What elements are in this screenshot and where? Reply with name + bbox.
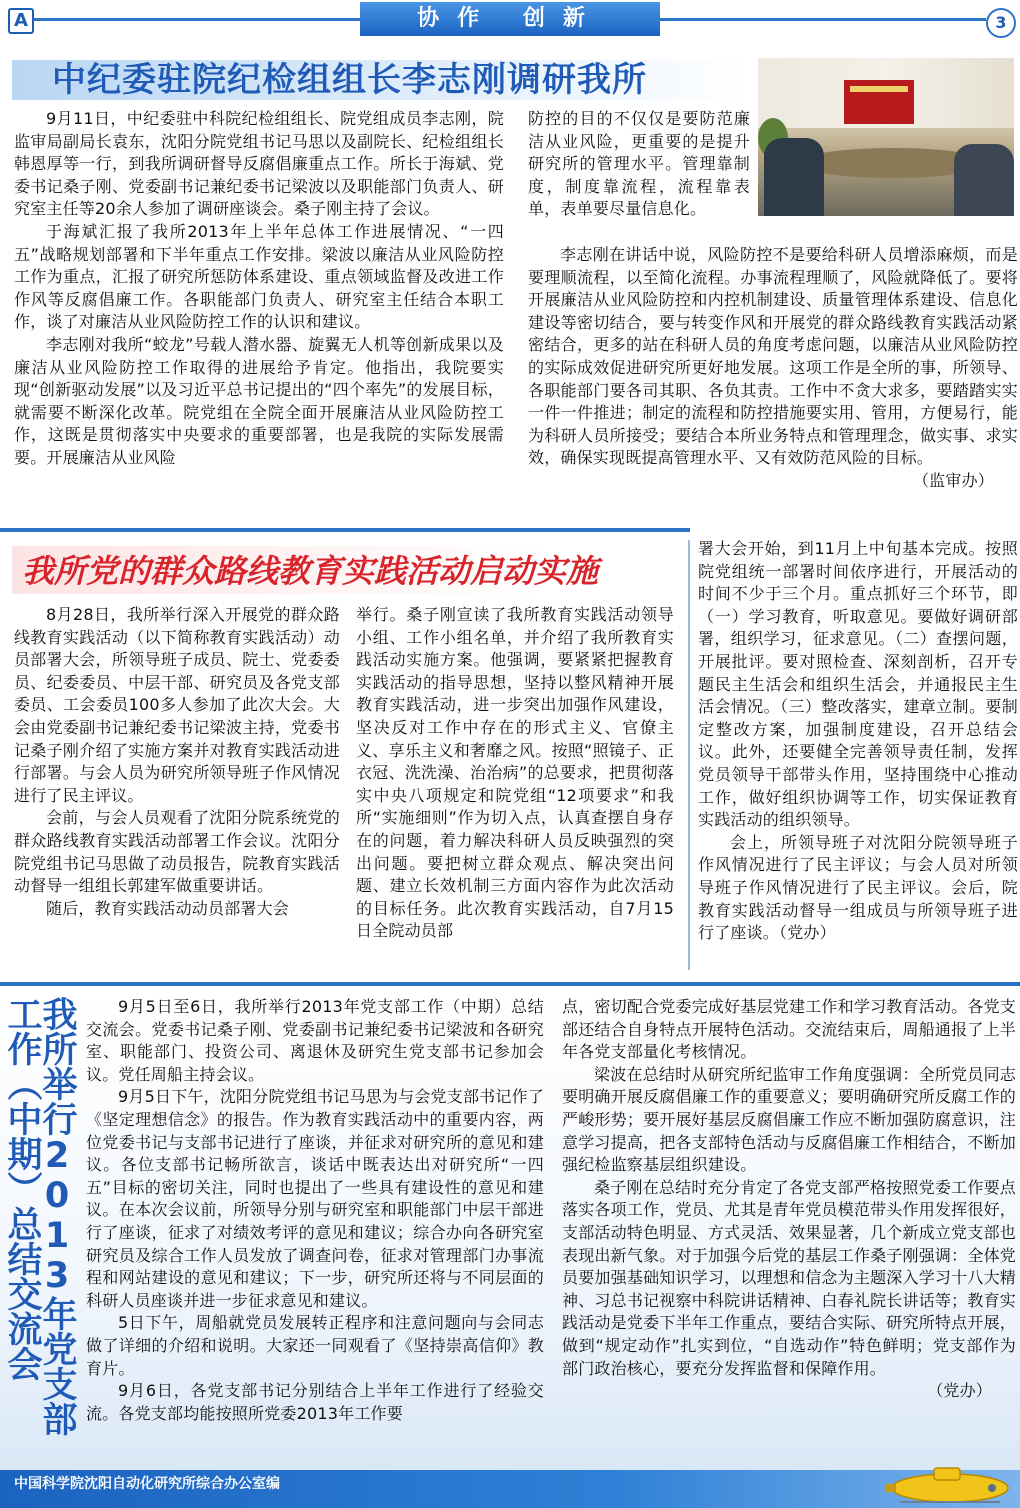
column-separator <box>688 540 690 970</box>
meeting-photo <box>758 58 1014 216</box>
article1-signature: （监审办） <box>912 470 994 490</box>
newsletter-logo: A <box>8 8 34 34</box>
article2-column-1 <box>14 604 340 974</box>
page-number: 3 <box>986 8 1016 38</box>
article2-paragraph: 会前，与会人员观看了沈阳分院系统党的群众路线教育实践活动部署工作会议。沈阳分院党组书记马思做了动员报告，院教育实践活动督导一组组长郭建军做重要讲话。 <box>14 808 340 896</box>
article1-headline: 中纪委驻院纪检组组长李志刚调研我所 <box>52 60 647 100</box>
article3-signature: （党办） <box>927 1381 992 1401</box>
section-divider <box>0 528 690 532</box>
article3-paragraph: 5日下午，周船就党员发展转正程序和注意问题向与会同志做了详细的介绍和说明。大家还一同观看了《坚持崇高信仰》教育片。 <box>86 1313 544 1378</box>
article2-headline: 我所党的群众路线教育实践活动启动实施 <box>22 552 599 590</box>
article3-paragraph: 点，密切配合党委完成好基层党建工作和学习教育活动。各党支部还结合自身特点开展特色活动。交流结束后，周船通报了上半年各党支部量化考核情况。 <box>562 997 1016 1062</box>
article2-paragraph: 署大会开始，到11月上中旬基本完成。按照院党组统一部署时间依序进行，开展活动的时间不少于三个月。重点抓好三个环节，即（一）学习教育，听取意见。要做好调研部署，组织学习，征求意见。（二）查摆问题，开展批评。要对照检查、深刻剖析，召开专题民主生活会和组织生活会，并通报民主生活会情况。（三）整改落实，建章立制。要制定整改方案，加强制度建设，召开总结会议。此外，还要健全完善领导责任制，发挥党员领导干部带头作用，坚持围绕中心推动工作，做好组织协调等工作，切实保证教育实践活动的组织领导。 <box>698 539 1018 830</box>
article3-paragraph: 9月6日，各党支部书记分别结合上半年工作进行了经验交流。各党支部均能按照所党委2013年工作要 <box>86 1381 544 1423</box>
article3-paragraph: 9月5日下午，沈阳分院党组书记马思为与会党支部书记作了《坚定理想信念》的报告。作为教育实践活动中的重要内容，两位党委书记与支部书记进行了座谈，并征求对研究所的意见和建议。各位支部书记畅所欲言，谈话中既表达出对研究所“一四五”目标的密切关注，同时也提出了一些具有建设性的意见和建议。在本次会议前，所领导分别与研究室和职能部门中层干部进行了座谈，征求了对绩效考评的意见和建议；综合办向各研究室研究员及综合工作人员发放了调查问卷，征求对管理部门办事流程和网站建设的意见和建议；下一步，研究所还将与不同层面的科研人员座谈并进一步征求意见和建议。 <box>86 1087 544 1310</box>
article1-paragraph: 防控的目的不仅仅是要防范廉洁从业风险，更重要的是提升研究所的管理水平。管理靠制度，制度靠流程，流程靠表单，表单要尽量信息化。 <box>528 109 750 219</box>
article3-paragraph: 桑子刚在总结时充分肯定了各党支部严格按照党委工作要点落实各项工作，党员、尤其是青年党员模范带头作用发挥很好，支部活动特色明显、方式灵活、效果显著，几个新成立党支部也表现出新气象。对于加强今后党的基层工作桑子刚强调：全体党员要加强基础知识学习，以理想和信念为主题深入学习十八大精神、习总书记视察中科院讲话精神、白春礼院长讲话等；教育实践活动是党委下半年工作重点，要结合实际、研究所特点开展，做到“规定动作”扎实到位，“自选动作”特色鲜明；党支部作为部门政治核心，要充分发挥监督和保障作用。 <box>562 1177 1016 1378</box>
article2-column-3 <box>698 538 1018 974</box>
article1-paragraph: 李志刚在讲话中说，风险防控不是要给科研人员增添麻烦，而是要理顺流程，以至简化流程。办事流程理顺了，风险就降低了。要将开展廉洁从业风险防控和内控机制建设、质量管理体系建设、信息化建设等密切结合，要与转变作风和开展党的群众路线教育实践活动紧密结合，更多的站在科研人员的角度考虑问题，以廉洁从业风险防控的实际成效促进研究所更好地发展。这项工作是全所的事，所领导、各职能部门要各司其职、各负其责。工作中不贪大求多，要踏踏实实一件一件推进；制定的流程和防控措施要实用、管用，方便易行，能为科研人员所接受；要结合本所业务特点和管理理念，做实事、求实效，确保实现既提高管理水平、又有效防范风险的目标。 <box>528 245 1018 468</box>
article1-paragraph: 9月11日，中纪委驻中科院纪检组组长、院党组成员李志刚，院监审局副局长袁东，沈阳分院党组书记马思以及副院长、纪检组组长韩恩厚等一行，到我所调研督导反腐倡廉重点工作。所长于海斌、党委书记桑子刚、党委副书记兼纪委书记梁波以及职能部门负责人、研究室主任等20余人参加了调研座谈会。桑子刚主持了会议。 <box>14 109 504 219</box>
article2-paragraph: 8月28日，我所举行深入开展党的群众路线教育实践活动（以下简称教育实践活动）动员部署大会，所领导班子成员、院士、党委委员、纪委委员、中层干部、研究员及各党支部委员、工会委员100多人参加了此次大会。大会由党委副书记兼纪委书记梁波主持，党委书记桑子刚介绍了实施方案并对教育实践活动进行部署。与会人员为研究所领导班子作风情况进行了民主评议。 <box>14 605 340 805</box>
article1-column-right-top <box>528 108 750 242</box>
article1-column-right-bottom <box>528 244 1018 522</box>
article2-paragraph: 会上，所领导班子对沈阳分院领导班子作风情况进行了民主评议；与会人员对所领导班子作风情况进行了民主评议。会后，院教育实践活动督导一组成员与所领导班子进行了座谈。（党办） <box>698 832 1018 943</box>
article1-paragraph: 李志刚对我所“蛟龙”号载人潜水器、旋翼无人机等创新成果以及廉洁从业风险防控工作取得的进展给予肯定。他指出，我院要实现“创新驱动发展”以及习近平总书记提出的“四个率先”的发展目标，就需要不断深化改革。院党组在全院全面开展廉洁从业风险防控工作，这既是贯彻落实中央要求的重要部署，也是我院的实际发展需要。开展廉洁从业风险 <box>14 334 504 467</box>
article2-paragraph: 举行。桑子刚宣读了我所教育实践活动领导小组、工作小组名单，并介绍了我所教育实践活动实施方案。他强调，要紧紧把握教育实践活动的指导思想，坚持以整风精神开展教育实践活动，进一步突出加强作风建设，坚决反对工作中存在的形式主义、官僚主义、享乐主义和奢靡之风。按照“照镜子、正衣冠、洗洗澡、治治病”的总要求，把贯彻落实中央八项规定和院党组“12项要求”和我所“实施细则”作为切入点，认真查摆自身存在的问题，着力解决科研人员反映强烈的突出问题。要把树立群众观点、解决突出问题、建立长效机制三方面内容作为此次活动的目标任务。此次教育实践活动，自7月15日全院动员部 <box>356 605 674 941</box>
article1-column-left <box>14 108 504 520</box>
article3-paragraph: 梁波在总结时从研究所纪监审工作角度强调：全所党员同志要明确开展反腐倡廉工作的重要意义；要明确研究所反腐工作的严峻形势；要开展好基层反腐倡廉工作应不断加强防腐意识，注意学习提高，把各支部特色活动与反腐倡廉工作相结合，不断加强纪检监察基层组织建设。 <box>562 1064 1016 1175</box>
article3-column-2 <box>562 996 1016 1458</box>
article3-column-1 <box>86 996 544 1458</box>
section-divider <box>0 982 1020 986</box>
article3-vertical-headline: 我所举行2013年党支部工作（中期）总结交流会 <box>2 996 77 1436</box>
article2-column-2 <box>356 604 674 974</box>
footer-credit: 中国科学院沈阳自动化研究所综合办公室编 <box>14 1476 280 1492</box>
article3-paragraph: 9月5日至6日，我所举行2013年党支部工作（中期）总结交流会。党委书记桑子刚、党委副书记兼纪委书记梁波和各研究室、职能部门、投资公司、离退休及研究生党支部书记参加会议。党任周船主持会议。 <box>86 997 544 1084</box>
submersible-icon <box>880 1462 1012 1506</box>
article2-paragraph: 随后，教育实践活动动员部署大会 <box>46 898 290 918</box>
article1-paragraph: 于海斌汇报了我所2013年上半年总体工作进展情况、“一四五”战略规划部署和下半年重点工作安排。梁波以廉洁从业风险防控工作为重点，汇报了研究所惩防体系建设、重点领域监督及改进工作作风等反腐倡廉工作。各职能部门负责人、研究室主任结合本职工作，谈了对廉洁从业风险防控工作的认识和建议。 <box>14 221 504 332</box>
section-title: 协作 创新 <box>360 2 660 36</box>
